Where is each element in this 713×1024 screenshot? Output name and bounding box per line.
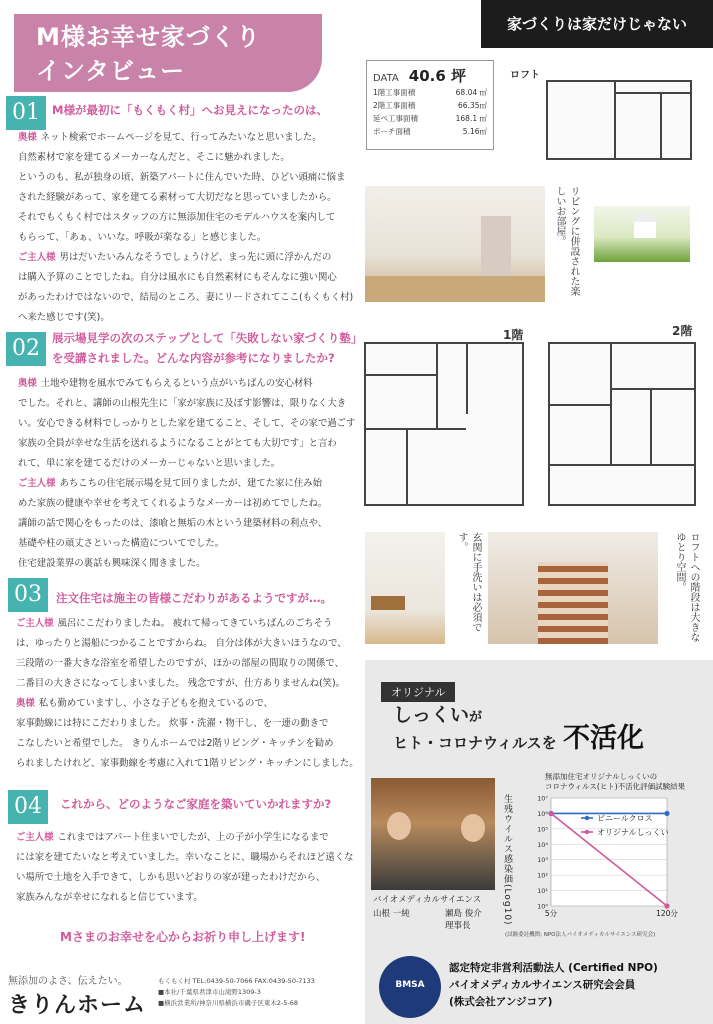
data-row <box>373 86 487 99</box>
data-total: 40.6 坪 <box>408 67 466 85</box>
data-row-label: 2階工事面積 <box>373 101 416 110</box>
chart-y-tick-label: 10⁵ <box>537 825 548 834</box>
paragraph-text: い。安心できる材料でしっかりとした家を建てること、そして、その家で過ごす <box>18 418 356 429</box>
house-data-box <box>366 60 494 150</box>
data-row <box>373 99 487 112</box>
chart-legend-label: ビニールクロス <box>597 814 653 823</box>
section-number-03: 03 <box>8 578 48 612</box>
ad-line1-suffix: が <box>469 710 483 725</box>
speaker-label: ご主人様 <box>18 252 56 263</box>
paragraph-text: 二番目の大きさになってしまいました。 残念ですが、仕方ありませんね(笑)。 <box>16 678 346 689</box>
paragraph-line <box>18 208 335 228</box>
paragraph-line <box>18 474 322 494</box>
chart-legend-marker <box>585 830 589 834</box>
data-row <box>373 112 487 125</box>
floor2-label: 2階 <box>672 324 693 338</box>
paragraph-line <box>18 308 110 328</box>
paragraph-line <box>16 614 332 634</box>
paragraph-line <box>18 188 336 208</box>
data-row <box>373 125 487 138</box>
data-row-value: 68.04 ㎡ <box>455 88 487 97</box>
floor2-floorplan <box>548 342 696 506</box>
paragraph-text: これまではアパート住まいでしたが、上の子が小学生になるまで <box>57 832 329 843</box>
ad-line1 <box>393 700 482 727</box>
paragraph-text: い場所で土地を入手できて、しかも思いどおりの家が建ったわけだから、 <box>16 872 326 883</box>
section-question-01: M様が最初に「もくもく村」へお見えになったのは、 <box>52 103 328 117</box>
ad-line1-text: しっくい <box>393 704 470 726</box>
data-header <box>373 65 487 86</box>
paragraph-line <box>16 714 328 734</box>
paragraph-line <box>18 288 353 308</box>
paragraph-text: は、ゆったりと湯船につかることですからね。 自分は体が大きいほうなので、 <box>16 638 347 649</box>
paragraph-text: あちこちの住宅展示場を見て回りましたが、建てた家に住み始 <box>59 478 323 489</box>
entrance-caption: 玄関に手洗いは必須です。 <box>456 532 481 632</box>
company-logo: きりんホーム <box>8 993 147 1018</box>
paragraph-text: 基礎や柱の頑丈さといった構造についてでした。 <box>18 538 225 549</box>
paragraph-line <box>18 228 266 248</box>
paragraph-line <box>18 554 206 574</box>
org-line: バイオメディカルサイエンス研究会会員 <box>449 979 636 991</box>
paragraph-line <box>16 734 333 754</box>
chart-ylabel: 生残ウイルス感染価(Log10) <box>502 794 512 926</box>
page-title <box>14 14 322 92</box>
section-question-04: これから、どのようなご家庭を築いていかれますか? <box>60 797 332 811</box>
title-line2: インタビュー <box>36 57 186 85</box>
paragraph-line <box>16 888 203 908</box>
virus-chart <box>521 790 707 926</box>
loft-label: ロフト <box>510 70 540 81</box>
paragraph-text: でした。それと、講師の山根先生に「家が家族に及ぼす影響は、限りなく大き <box>18 398 347 409</box>
chart-title <box>545 772 685 792</box>
interview-photo <box>371 778 495 890</box>
chart-data-point <box>664 811 669 816</box>
seal-text: BMSA <box>395 980 425 990</box>
speaker-label: ご主人様 <box>18 478 56 489</box>
chart-data-point <box>548 811 553 816</box>
paragraph-line <box>18 168 345 188</box>
data-row-value: 5.16㎡ <box>462 127 487 136</box>
person1-org: バイオメディカルサイエンス <box>373 895 482 905</box>
paragraph-line <box>18 494 327 514</box>
data-row-label: 延べ工事面積 <box>373 114 418 123</box>
org-line: 認定特定非営利活動法人 (Certified NPO) <box>449 962 658 974</box>
chart-legend-marker <box>585 816 589 820</box>
paragraph-line <box>18 514 327 534</box>
loft-floorplan <box>546 80 692 160</box>
section-number-02: 02 <box>6 332 46 366</box>
chart-y-tick-label: 10⁶ <box>537 809 548 818</box>
paragraph-text: には家を建てたいなと考えていました。幸いなことに、職場からそれほど遠くな <box>16 852 354 863</box>
person2-title: 理事長 <box>445 921 471 931</box>
chart-data-point <box>664 903 669 908</box>
paragraph-line <box>16 654 344 674</box>
paragraph-text: 家族の全員が幸せな生活を送れるようになることがとても大切です」と言わ <box>18 438 337 449</box>
paragraph-text: 土地や建物を風水でみてもらえるという点がいちばんの安心材料 <box>40 378 313 389</box>
person1-name: 山根 一純 <box>373 909 410 919</box>
closing-message: Mさまのお幸せを心からお祈り申し上げます! <box>60 930 306 944</box>
footer-address-line: ■本社/千葉県君津市山滝野1309-3 <box>158 988 261 996</box>
speaker-label: 奥様 <box>18 132 37 143</box>
data-label: DATA <box>373 73 399 84</box>
paragraph-text: こなしたいと希望でした。 きりんホームでは2階リビング・キッチンを勧め <box>16 738 334 749</box>
paragraph-text: は購入予算のことでしたね。自分は風水にも自然素材にもそんなに強い関心 <box>18 272 337 283</box>
paragraph-line <box>18 248 331 268</box>
paragraph-text: それでもくもく村ではスタッフの方に無添加住宅のモデルハウスを案内して <box>18 212 336 223</box>
footer-tagline: 無添加のよさ、伝えたい。 <box>8 976 128 987</box>
data-rows <box>373 86 487 138</box>
speaker-label: ご主人様 <box>16 618 54 629</box>
paragraph-text: 三段階の一番大きな浴室を希望したのですが、ほかの部屋の間取りの関係で、 <box>16 658 344 669</box>
paragraph-line <box>18 414 355 434</box>
paragraph-text: へ来た感じです(笑)。 <box>18 312 110 323</box>
paragraph-line <box>18 454 280 474</box>
paragraph-line <box>16 694 273 714</box>
section-question-03: 注文住宅は施主の皆様こだわりがあるようですが…。 <box>56 591 332 605</box>
floor1-label: 1階 <box>503 328 524 342</box>
paragraph-line <box>18 374 313 394</box>
ad-headline: 不活化 <box>563 723 644 754</box>
paragraph-text: れて、単に家を建てるだけのメーカーじゃないと思いました。 <box>18 458 281 469</box>
paragraph-line <box>16 674 345 694</box>
paragraph-text: られましたけれど、家事動線を考慮に入れて1階リビング・キッチンにしました。 <box>16 758 359 769</box>
paragraph-line <box>16 634 347 654</box>
chart-y-tick-label: 10¹ <box>537 887 548 896</box>
bmsa-seal <box>379 956 441 1018</box>
paragraph-line <box>18 268 337 288</box>
floor1-floorplan <box>364 342 524 506</box>
speaker-label: 奥様 <box>16 698 35 709</box>
paragraph-text: めた家族の健康や幸せを考えてくれるようなメーカーは初めてでしたね。 <box>18 498 328 509</box>
paragraph-text: もらって、「あぁ、いいな。呼吸が楽なる」と感じました。 <box>18 232 267 243</box>
paragraph-line <box>16 868 325 888</box>
data-row-value: 168.1 ㎡ <box>455 114 487 123</box>
speaker-label: ご主人様 <box>16 832 54 843</box>
data-row-label: ポーチ面積 <box>373 127 411 136</box>
section-question-02-line1: 展示場見学の次のステップとして「失敗しない家づくり塾」 <box>52 331 363 345</box>
paragraph-text: された経験があって、家を建てる素材って大切だなと思っていましたから。 <box>18 192 337 203</box>
living-caption: リビングに併設された楽しいお部屋。 <box>554 186 579 296</box>
chart-x-tick-label: 120分 <box>656 909 678 918</box>
paragraph-line <box>18 394 346 414</box>
paragraph-text: 風呂にこだわりましたね。 疲れて帰ってきていちばんのごちそう <box>57 618 333 629</box>
chart-y-tick-label: 10³ <box>537 856 548 865</box>
stairs-photo <box>488 532 658 644</box>
ad-line2: ヒト・コロナウィルスを <box>393 734 557 752</box>
chart-y-tick-label: 10⁰ <box>537 902 548 911</box>
section-number-04: 04 <box>8 790 48 824</box>
footer-address <box>158 976 315 1009</box>
paragraph-text: 私も勤めていますし、小さな子どもを抱えているので、 <box>38 698 273 709</box>
paragraph-line <box>16 754 359 774</box>
paragraph-line <box>18 128 322 148</box>
title-line1: M様お幸せ家づくり <box>36 23 261 51</box>
plaster-ad <box>365 660 713 1024</box>
paragraph-text: 家族みんなが幸せになれると信じています。 <box>16 892 203 903</box>
footer-address-line: もくもく村 TEL:0439-50-7066 FAX:0439-50-7133 <box>158 977 315 985</box>
chart-note: (試験委託機関: NPO法人バイオメディカルサイエンス研究会) <box>505 932 656 938</box>
paragraph-text: 住宅建設業界の裏話も興味深く聞きました。 <box>18 558 206 569</box>
ad-tag: オリジナル <box>381 682 455 702</box>
chart-y-tick-label: 10⁷ <box>537 794 548 803</box>
paragraph-text: 家事動線には特にこだわりました。 炊事・洗濯・物干し、を一連の動きで <box>16 718 329 729</box>
chart-title-line1: 無添加住宅オリジナルしっくいの <box>545 772 658 781</box>
paragraph-text: 自然素材で家を建てるメーカーなんだと、そこに魅かれました。 <box>18 152 290 163</box>
chart-title-line2: コロナウィルス(ヒト)不活化評価試験結果 <box>545 782 686 791</box>
paragraph-text: があったわけではないので、結局のところ、妻にリードされてここ(もくもく村) <box>18 292 354 303</box>
org-line: (株式会社アンジコア) <box>449 996 553 1008</box>
stairs-caption: ロフトへの階段は大きなゆとり空間。 <box>674 532 699 642</box>
house-grass-photo <box>594 206 690 262</box>
paragraph-line <box>18 434 337 454</box>
paragraph-line <box>16 828 329 848</box>
paragraph-line <box>18 534 224 554</box>
footer-address-line: ■横浜営業所/神奈川県横浜市磯子区東木2-5-68 <box>158 999 299 1007</box>
section-question-02-line2: を受講されました。どんな内容が参考になりましたか? <box>52 351 335 365</box>
chart-legend-label: オリジナルしっくい <box>597 828 669 837</box>
paragraph-line <box>18 148 290 168</box>
section-number-01: 01 <box>6 96 46 130</box>
chart-y-tick-label: 10⁴ <box>537 840 548 849</box>
paragraph-text: 講師の話で関心をもったのは、漆喰と無垢の木という建築材料の利点や、 <box>18 518 328 529</box>
room-photo <box>365 186 545 302</box>
paragraph-text: というのも、私が独身の頃、新築アパートに住んでいた時、ひどい頭痛に悩ま <box>18 172 346 183</box>
paragraph-text: ネット検索でホームページを見て、行ってみたいなと思いました。 <box>40 132 322 143</box>
org-info <box>449 960 658 1011</box>
paragraph-text: 男はだいたいみんなそうでしょうけど、まっ先に頭に浮かんだの <box>59 252 332 263</box>
chart-x-tick-label: 5分 <box>544 909 558 918</box>
banner: 家づくりは家だけじゃない <box>481 0 713 48</box>
chart-y-tick-label: 10² <box>537 871 548 880</box>
entrance-photo <box>365 532 445 644</box>
data-row-label: 1階工事面積 <box>373 88 416 97</box>
speaker-label: 奥様 <box>18 378 37 389</box>
paragraph-line <box>16 848 354 868</box>
data-row-value: 66.35㎡ <box>458 101 487 110</box>
person2-name: 瀬島 俊介 <box>445 909 482 919</box>
